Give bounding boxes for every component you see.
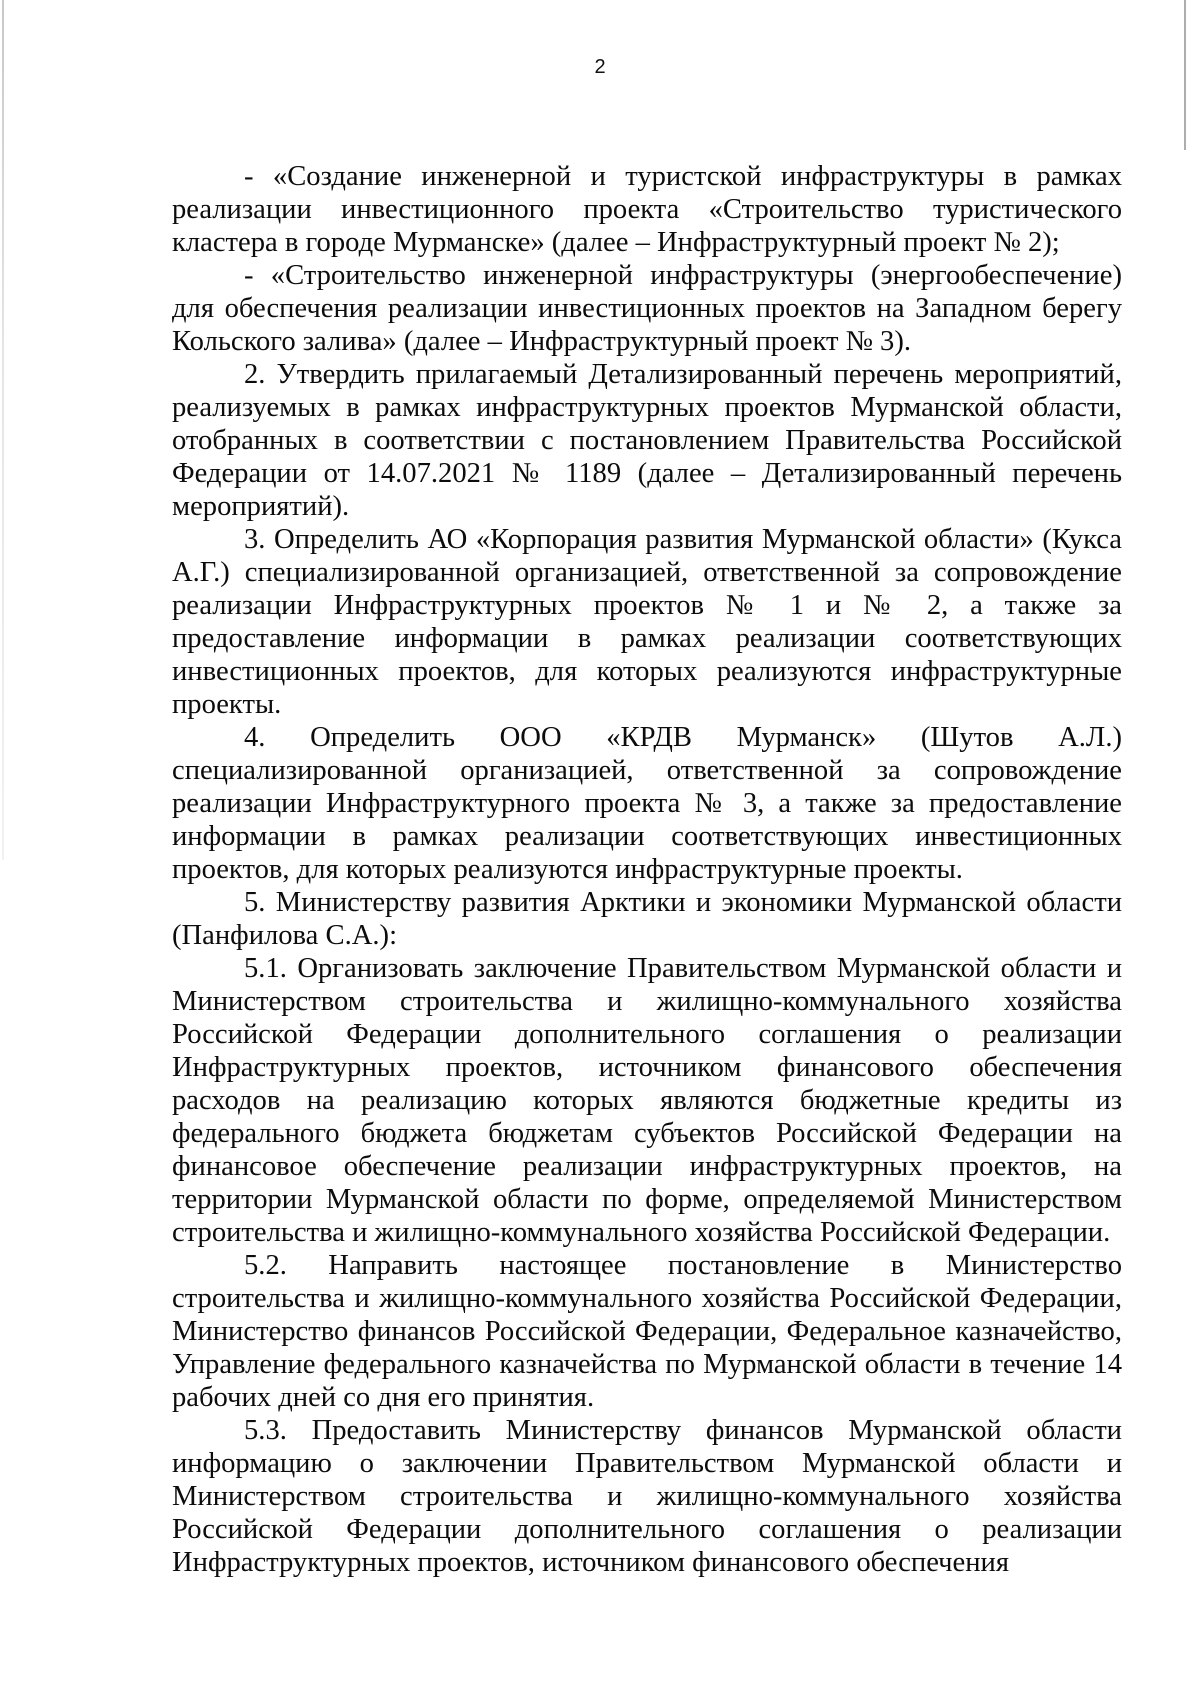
paragraph-item-infrastructure-project-3: - «Строительство инженерной инфраструктуры (энергообеспечение) для обеспечения реализации инвестиционных проектов на Западном берегу Кольского залива» (далее – Инфраструктурный проект № 3). <box>172 260 1122 357</box>
paragraph-clause-5-1: 5.1. Организовать заключение Правительством Мурманской области и Министерством строительства и жилищно-коммунального хозяйства Российской Федерации дополнительного соглашения о реализации Инфраструктурных проектов, источником финансового обеспечения расходов на реализацию которых являются бюджетные кредиты из федерального бюджета бюджетам субъектов Российской Федерации на финансовое обеспечение реализации инфраструктурных проектов, на территории Мурманской области по форме, определяемой Министерством строительства и жилищно-коммунального хозяйства Российской Федерации. <box>172 953 1122 1248</box>
paragraph-clause-3: 3. Определить АО «Корпорация развития Мурманской области» (Кукса А.Г.) специализированной организацией, ответственной за сопровождение реализации Инфраструктурных проектов № 1 и № 2, а также за предоставление информации в рамках реализации соответствующих инвестиционных проектов, для которых реализуются инфраструктурные проекты. <box>172 524 1122 720</box>
paragraph-clause-5-2: 5.2. Направить настоящее постановление в Министерство строительства и жилищно-коммунального хозяйства Российской Федерации, Министерство финансов Российской Федерации, Федеральное казначейство, Управление федерального казначейства по Мурманской области в течение 14 рабочих дней со дня его принятия. <box>172 1250 1122 1413</box>
paragraph-clause-2: 2. Утвердить прилагаемый Детализированный перечень мероприятий, реализуемых в рамках инфраструктурных проектов Мурманской области, отобранных в соответствии с постановлением Правительства Российской Федерации от 14.07.2021 № 1189 (далее – Детализированный перечень мероприятий). <box>172 359 1122 522</box>
paragraph-item-infrastructure-project-2: - «Создание инженерной и туристской инфраструктуры в рамках реализации инвестиционного проекта «Строительство туристического кластера в городе Мурманске» (далее – Инфраструктурный проект № 2); <box>172 161 1122 258</box>
page-number: 2 <box>594 56 606 78</box>
paragraph-clause-4: 4. Определить ООО «КРДВ Мурманск» (Шутов А.Л.) специализированной организацией, ответственной за сопровождение реализации Инфраструктурного проекта № 3, а также за предоставление информации в рамках реализации соответствующих инвестиционных проектов, для которых реализуются инфраструктурные проекты. <box>172 722 1122 885</box>
document-body <box>172 160 1122 1579</box>
paragraph-clause-5-3: 5.3. Предоставить Министерству финансов Мурманской области информацию о заключении Правительством Мурманской области и Министерством строительства и жилищно-коммунального хозяйства Российской Федерации дополнительного соглашения о реализации Инфраструктурных проектов, источником финансового обеспечения <box>172 1415 1122 1578</box>
scan-edge-left <box>2 0 4 860</box>
paragraph-clause-5: 5. Министерству развития Арктики и экономики Мурманской области (Панфилова С.А.): <box>172 887 1122 951</box>
